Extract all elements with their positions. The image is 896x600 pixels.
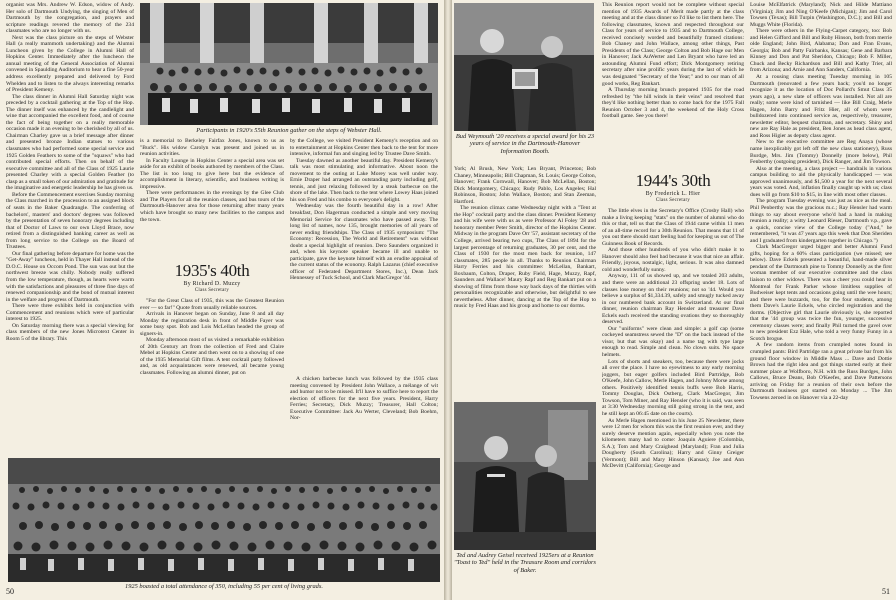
paragraph: On Saturday morning there was a special viewing for class members of the new Jones Microtext Center in Room 5 of the library. This [6, 322, 134, 342]
paragraph: Our "uniforms" were clean and simple: a golf cap (some cockeyed seamstress sewed the "D" on the back instead of the visor, but that was okay) and a name tag with type large enough to read. Simple and clean. No clown suits. No space helmets. [602, 325, 744, 359]
paragraph: New to the executive committee are Reg Anaya (whose name inexplicably got left off the new class stationery), Russ Burdge, Mrs. Jim (Tommy) Donnelly (more below), Phil Fenberthy (outgoing president), Dick Ranger, and Jim Towson. [750, 139, 892, 166]
paragraph: The program Tuesday evening was just as nice as the meal. Phil Penberthy was the gracious m.c.; Ray Hensler had warm things to say about everyone who'd had a hand in making reunion a reality; a witty Leonard Rieser, Dartmouth v.p., gave a quick, concise view of the College today ("And," he remembered, "it was 47 years ago this week that Don Sheriden and I graduated from kindergarten together in Chicago.") [750, 198, 892, 244]
paragraph: Also at the meeting, a class project — handrails in various campus building to aid the physically handicapped — was approved unanimously, and $1,500 a year for the next several years was voted. And, inflation finally caught up with us; class dues will go from $10 to $15, in line with most other classes. [750, 165, 892, 198]
paragraph: organist was Mrs. Andrew W. Edson, widow of Andy. Her solo of Dartmouth Undying, the singing of Men of Dartmouth by the congregation, and prayers and scripture readings revered the memory of the 234 classmates who are no longer with us. [6, 2, 134, 35]
photo-caption-geisel: Ted and Audrey Geisel received 1925ers at a Reunion "Toast to Ted" held in the Treasure Room and corridors of Baker. [454, 552, 596, 574]
photo-class-1920-steps [140, 3, 438, 125]
paragraph: "For the Great Class of 1935, this was the Greatest Reunion ever — so far!" Quote from usually reliable sources. [140, 298, 284, 311]
right-col-2-bottom [602, 208, 744, 588]
paragraph: York; Al Brush, New York; Len Bryant, Princeton; Bob Chaney, Minneapolis; Bill Chapman, St. Louis; George Colton, Hanover; Frank Cornwall, Hanover; Bob McLellan, Boston; Dick Montgomery, Chicago; Rudy Pablo, Los Angeles; Hal Robinson, Boston; John Wallace, Boston; and Stan Zeeman, Hartford. [454, 166, 596, 205]
paragraph: And those other hundreds of you who didn't make it to Hanover should also feel bad because it was that nice an affair. Friendly, joyous, nostalgic, light, serious. It was also damned cold and wonderfully sunny. [602, 247, 744, 273]
paragraph: by the College, we visited President Kemeny's reception and on to entertainment at Hopkins Center then back to the tent for more intensive, informal fun and singing led by Trustee Dave Smith. [290, 138, 438, 158]
photo-class-1925-group [8, 458, 440, 582]
photo-bud-weymouth-award [454, 3, 594, 131]
left-col-3-top [290, 138, 438, 374]
page-number-right: 51 [882, 587, 890, 596]
byline-1944 [602, 191, 744, 203]
paragraph: There were others in the Flying-Carpet category, too: Bob and Helen Gifford and Bill and Ruby Hinson, both from merrie olde England; John Bird, Alabama; Don and Fran Evans, Georgia; Bob and Patty Fairbanks, Kansas; Gene and Barbara Kinney and Don and Pat Sheridon, Chicago; Bob F. Miller, Chuck and Becky Richardson and Bill and Kathy Trier, all from Arizona; and Arnie and Ann Sanders, California. [750, 28, 892, 74]
article-heading-1944 [602, 168, 744, 206]
left-col-2-top [140, 138, 284, 260]
page-gutter [444, 0, 452, 600]
paragraph: Clark MacGregor urged bigger and better Alumni Fund gifts, hoping for a 60% class participation (we missed; see below). Dave Eckels presented a beautiful, hand-made silver pendant of the Dartmouth pine to Tommy Donnelly as the first woman member of our executive committee and the class liaison to other widows. There was a cheer you could hear in Montreal for Frank Parker whose limitless supplies of Budweiser kept tents and occasions going until the wee hours; and there were buzzards, too, for the four students, among them Dave's Laurie Eckels, who circled registration and the dorms. (Objective girl that Laurie obviously is, she reported that the '44 group was twice the fun, younger, successive ceremony classes were; and finally Phil turned the gavel over to new president Ezz Hale, who told a very funny Funny in a Scotch brogue. [750, 244, 892, 342]
paragraph: A few random items from crumpled notes found in crumpled pants: Bird Partridge ran a great private bar from his ground floor window in Middle Mass ... Dave and Dottie Brown had the right idea and got things started early at their summer place at Wolfboro, N.H. with the Russ Burdges, John Callows, Bruce Deans, Bob O'Keefes, and Dave Pattersons arriving on Friday for a reunion of their own before the Dartmouth business got started on Monday ... The Jim Towsens zeroed in on Hanover via a 22-day [750, 342, 892, 401]
paragraph: A chicken barbecue lunch was followed by the 1935 class meeting convened by President John Wallace, a mélange of wit and humor not to be missed. It'll have to suffice here to report the election of officers for the next five years. President, Harry Ferries; Secretary, Dick Muzzy; Treasurer, Hall Colton; Executive Committee: Jack Au Werter, Cleveland; Bob Boehm, Nor- [290, 376, 438, 422]
paragraph: Next was the class picture on the steps of Webster Hall (a really mammoth undertaking) and the Alumni Luncheon given by the College in Alumni Hall of Hopkins Center. Immediately after the luncheon the annual meeting of the General Association of Alumni convened in Spaulding Auditorium to hear a fine 50-year address excellently prepared and delivered by Ford Whelden and to listen to the always interesting remarks of President Kemeny. [6, 34, 134, 94]
right-col-1-top [454, 166, 596, 398]
paragraph: In Faculty Lounge in Hopkins Center a special area was set aside for an exhibit of books authored by members of the Class. The list is too long to give here but the evidence of accomplishment in literary, scientific, and business writing is impressive. [140, 157, 284, 190]
paragraph: Lots of shorts and sneakers, too, because there were jocks all over the place. I have no eyewitness to any early morning joggers, but eager golfers included Bird Partridge, Bob O'Keefe, John Callow, Merle Hagen, and Johnny Morse among others. Positively identified tennis buffs were Bob Harris, Tommy Douglas, Dick Ostberg, Clark MacGregor, Jim Towson, Tom Miner, and Ray Hensler (who it is said, was seen at 3:30 Wednesday morning still going strong in the tent, and he still kept an 06:45 date on the courts). [602, 358, 744, 417]
paragraph: This Reunion report would not be complete without special mention of 1935 Awards of Merit made partly at the class meeting and at the class dinner so I'd like to list them here. The following classmates, known and respected throughout our Class for years of service to 1935 and to Dartmouth College, received concisely worded and beautifully framed citations: Bob Chaney and John Wallace, among other things, Past Presidents of the Class; George Colton and Bob Hage our Men in Hanover; Jack AuWerter and Len Bryant who have led an astounding Alumni Fund effort; Dick Montgomery retiring secretary after nine prolific years during the last of which he was designated "Secretary of the Year;" and to our man of all good works, Reg Bankart. [602, 2, 744, 87]
paragraph: Tuesday dawned as another beautiful day. President Kemeny's talk was most stimulating and informative. About noon the movement to the outing at Lake Morey was well under way. Ernie Draper had arranged an outstanding party including golf, tennis, and just relaxing followed by a steak barbecue on the shore of the lake. Then back to the tent where Lowey Haas joined his son Fred and his combo to everyone's delight. [290, 157, 438, 203]
photo-caption-1925: 1925 boasted a total attendance of 350, including 55 per cent of living grads. [125, 583, 323, 590]
paragraph: There were performances in the evenings by the Glee Club and The Players for all the reunion classes, and bus tours of the Dartmouth-Hanover area for those returning after many years which have brought so many new facilities to the campus and the town. [140, 190, 284, 223]
byline-role: Class Secretary [194, 288, 230, 293]
paragraph: The reunion climax came Wednesday night with a "Tent at the Hop" cocktail party and the class dinner. President Kemeny and his wife were with us as were Professor Al Foley '28 and honorary member Peter Smith, director of the Hopkins Center. Midway in the program Dave Orr '57, assistant secretary of the College, arrived bearing two cups, The Class of 1894 for the largest percentage of returning graduates, 30 per cent, and the Class of 1930 for the most men back for reunion, 147 classmates, 285 people in all. Thanks to Reunion Chairman Harry Ferries and his committee: McLellan, Bankart, Boxbaum, Colton, Draper, Ruby Field, Hage, Muzzy, Rapf, Saunders and Wallace! Maury Rapf and Reg Bankart put on a showing of films from those way back days of the thirties with personalities recognizable and otherwise, but delightful to see nevertheless. After dinner, dancing at the Top of the Hop to music by Fred Haas and his group and home to our dorms. [454, 205, 596, 310]
right-col-2-top [602, 2, 744, 158]
headline-1944s-30th: 1944's 30th [635, 171, 711, 190]
paragraph: There were three exhibits held in conjunction with Commencement and reunions which were of particular interest to 1925. [6, 303, 134, 323]
paragraph: As Merle Hagen mentioned in his June 25 Newsletter, there were 12 men for whom this was the first reunion ever, and they surely deserve mention again, especially when you note the kilometers many had to come: Joaquin Aguiere (Colombia, S.A.); Tom and Mary Craighead (Maryland); Fran and Julia Dougherty (South Carolina); Harry and Ginny Greiger (Vermont); Bill and Mary Hinson (Kansas); Joe and Ann McDevitt (California); George and [602, 417, 744, 470]
article-heading-1935 [140, 258, 284, 298]
paragraph: is a memorial to Berkeley Fairfax Jones, known to us as "Buck". His widow Carolyn was present and joined us in reunion activities. [140, 138, 284, 158]
left-col-2-bottom [140, 298, 284, 454]
left-page [0, 0, 444, 600]
paragraph: Before the Commencement exercises Sunday morning the Class marched in the procession to an assigned block of seats in the Baker Quadrangle. The conferring of bachelors', masters' and doctors' degrees was followed by the presentation of seven honorary degrees including that of Doctor of Laws to our own Lloyd Brace, now retired from a distinguished banking career as well as from long service to the College on the Board of Trustees. [6, 191, 134, 251]
paragraph: The class dinner in Alumni Hall Saturday night was preceded by a cocktail gathering at the Top of the Hop. The dinner itself was enhanced by the candlelight and wine that accompanied the excellent food, and of course the fact of being together on a really memorable occasion made it an evening to be cherished by all of us. Chairman Charley gave us a brief message after dinner and presented bronze Indian statues to various classmates who had performed some special service and 1925 Golden Feathers to some of the "squaws" who had contributed special efforts. Then on behalf of the executive committee and all of the Class of 1925 Laurie presented Charley with a special Golden Feather (to clasp as a small token of our admiration and gratitude for the imaginative and energetic leadership he has given us. [6, 93, 134, 192]
byline-author: By Richard D. Muzzy [183, 281, 241, 287]
photo-geisel-toast [454, 402, 596, 550]
byline-1935 [140, 281, 284, 293]
paragraph: Wednesday was the fourth beautiful day in a row! After breakfast, Don Hagerman conducted a simple and very moving Memorial Service for classmates who have passed away. The long list of names, now 135, brought memories of all years of never ending friendships. The Class of 1935 symposium: "The Economy: Recession, The World and Retirement" was without doubt a special highlight of reunion. Dero Saunders organized it and, when his keynote speaker became ill and unable to participate, gave the keynote himself with an erudite appraisal of the current status of the economy. Ralph Lazarus (chief executive officer of Federated Department Stores, Inc.), Dean Jack Hennessey of Tuck School, and Clark MacGregor '44. [290, 203, 438, 282]
photo-caption-1920: Participants in 1920's 55th Reunion gather on the steps of Webster Hall. [196, 127, 382, 134]
photo-caption-weymouth: Bud Weymouth '20 receives a special award for his 23 years of service in the Dartmouth-Hanover Information Booth. [455, 133, 595, 155]
left-col-3-bottom [290, 376, 438, 454]
paragraph: Our final gathering before departure for home was the "Get-Away" luncheon, held in Thayer Hall instead of the D.O.C. House on Occom Pond. The sun was out but the northwest breeze was chilly. Nobody really suffered from the low temperature, though, as hearts were warm with the satisfactions and pleasures of three fine days of renewed companionship and the bond of mutual interest in the welfare and progress of Dartmouth. [6, 250, 134, 303]
paragraph: A Thursday morning brunch prepared 1935 for the road refreshed by "the hill winds in their veins" and resolved that they'd like nothing better than to come back for the 1975 Fall Reunion October 3 and 4, the weekend of the Holy Cross football game. See you there! [602, 87, 744, 120]
right-page [452, 0, 896, 600]
paragraph: Monday afternoon most of us visited a remarkable exhibition of 20th Century art from the collection of Fred and Claire Mebel at Hopkins Center and then went on to a showing of one of the 1935 Memorial Gift films. A tent cocktail party followed and, as old acquaintances were renewed, all became young classmates. Following an alumni dinner, put on [140, 337, 284, 377]
paragraph: Louise McElfatrick (Maryland); Nick and Hilde Mattiano (Virginia); Jim and Ning O'Keefe (Michigan); Jim and Carol Towsen (Texas); Bill Turpin (Washington, D.C.); and Bill and Muggs White (Florida). [750, 2, 892, 28]
byline-role: Class Secretary [655, 198, 691, 203]
paragraph: Arrivals in Hanover began on Sunday, June 8 and all day Monday the registration desk in front of Middle Fayer was some busy spot. Bob and Lois McLellan headed the group of signers-in. [140, 311, 284, 337]
left-col-1 [6, 2, 134, 454]
paragraph: At a rousing class meeting Tuesday morning in 105 Dartmouth (renovated a few years back; you'd no longer recognize it as the location of Doc Pollard's Smut Class 35 years ago), a new slate of officers was installed. Not all are really; some were kind of tarnished — like Bill Craig, Merle Hagen, John Barry and Fritz Hier, all of whom were bulldozered into continued service as, respectively, treasurer, newsletter editor, bequest chairman, and secretary. Shiny and new are Ray Hale as president, Ben Jones as head class agent, and Ross Higier as deputy class agent. [750, 74, 892, 139]
paragraph: Anyway, 111 of us showed up, and we totaled 203 adults, and there were an additional 23 offspring under 18. Lots of classes lose money on their reunions; not so '44. Would you believe a surplus of $1,334.39, safely and smugly tucked away in our numbered bank account in Switzerland. At our final dinner, reunion chairman Ray Hensler and treasurer Dave Eckels each received the standing ovations they so thoroughly deserved. [602, 273, 744, 326]
page-number-left: 50 [6, 587, 14, 596]
right-col-3 [750, 2, 892, 588]
paragraph: The little elves in the Secretary's Office (Crosby Hall) who make a living keeping "stats" on the number of alumni who do this or that, tell us that the Class of 1944 came within 11 men of an all-time record for a 30th Reunion. That means that 11 of you out there should start feeling bad for keeping us out of The Guinness Book of Records. [602, 208, 744, 247]
headline-1935s-40th: 1935's 40th [174, 261, 250, 280]
byline-author: By Frederick L. Hier [645, 191, 701, 197]
